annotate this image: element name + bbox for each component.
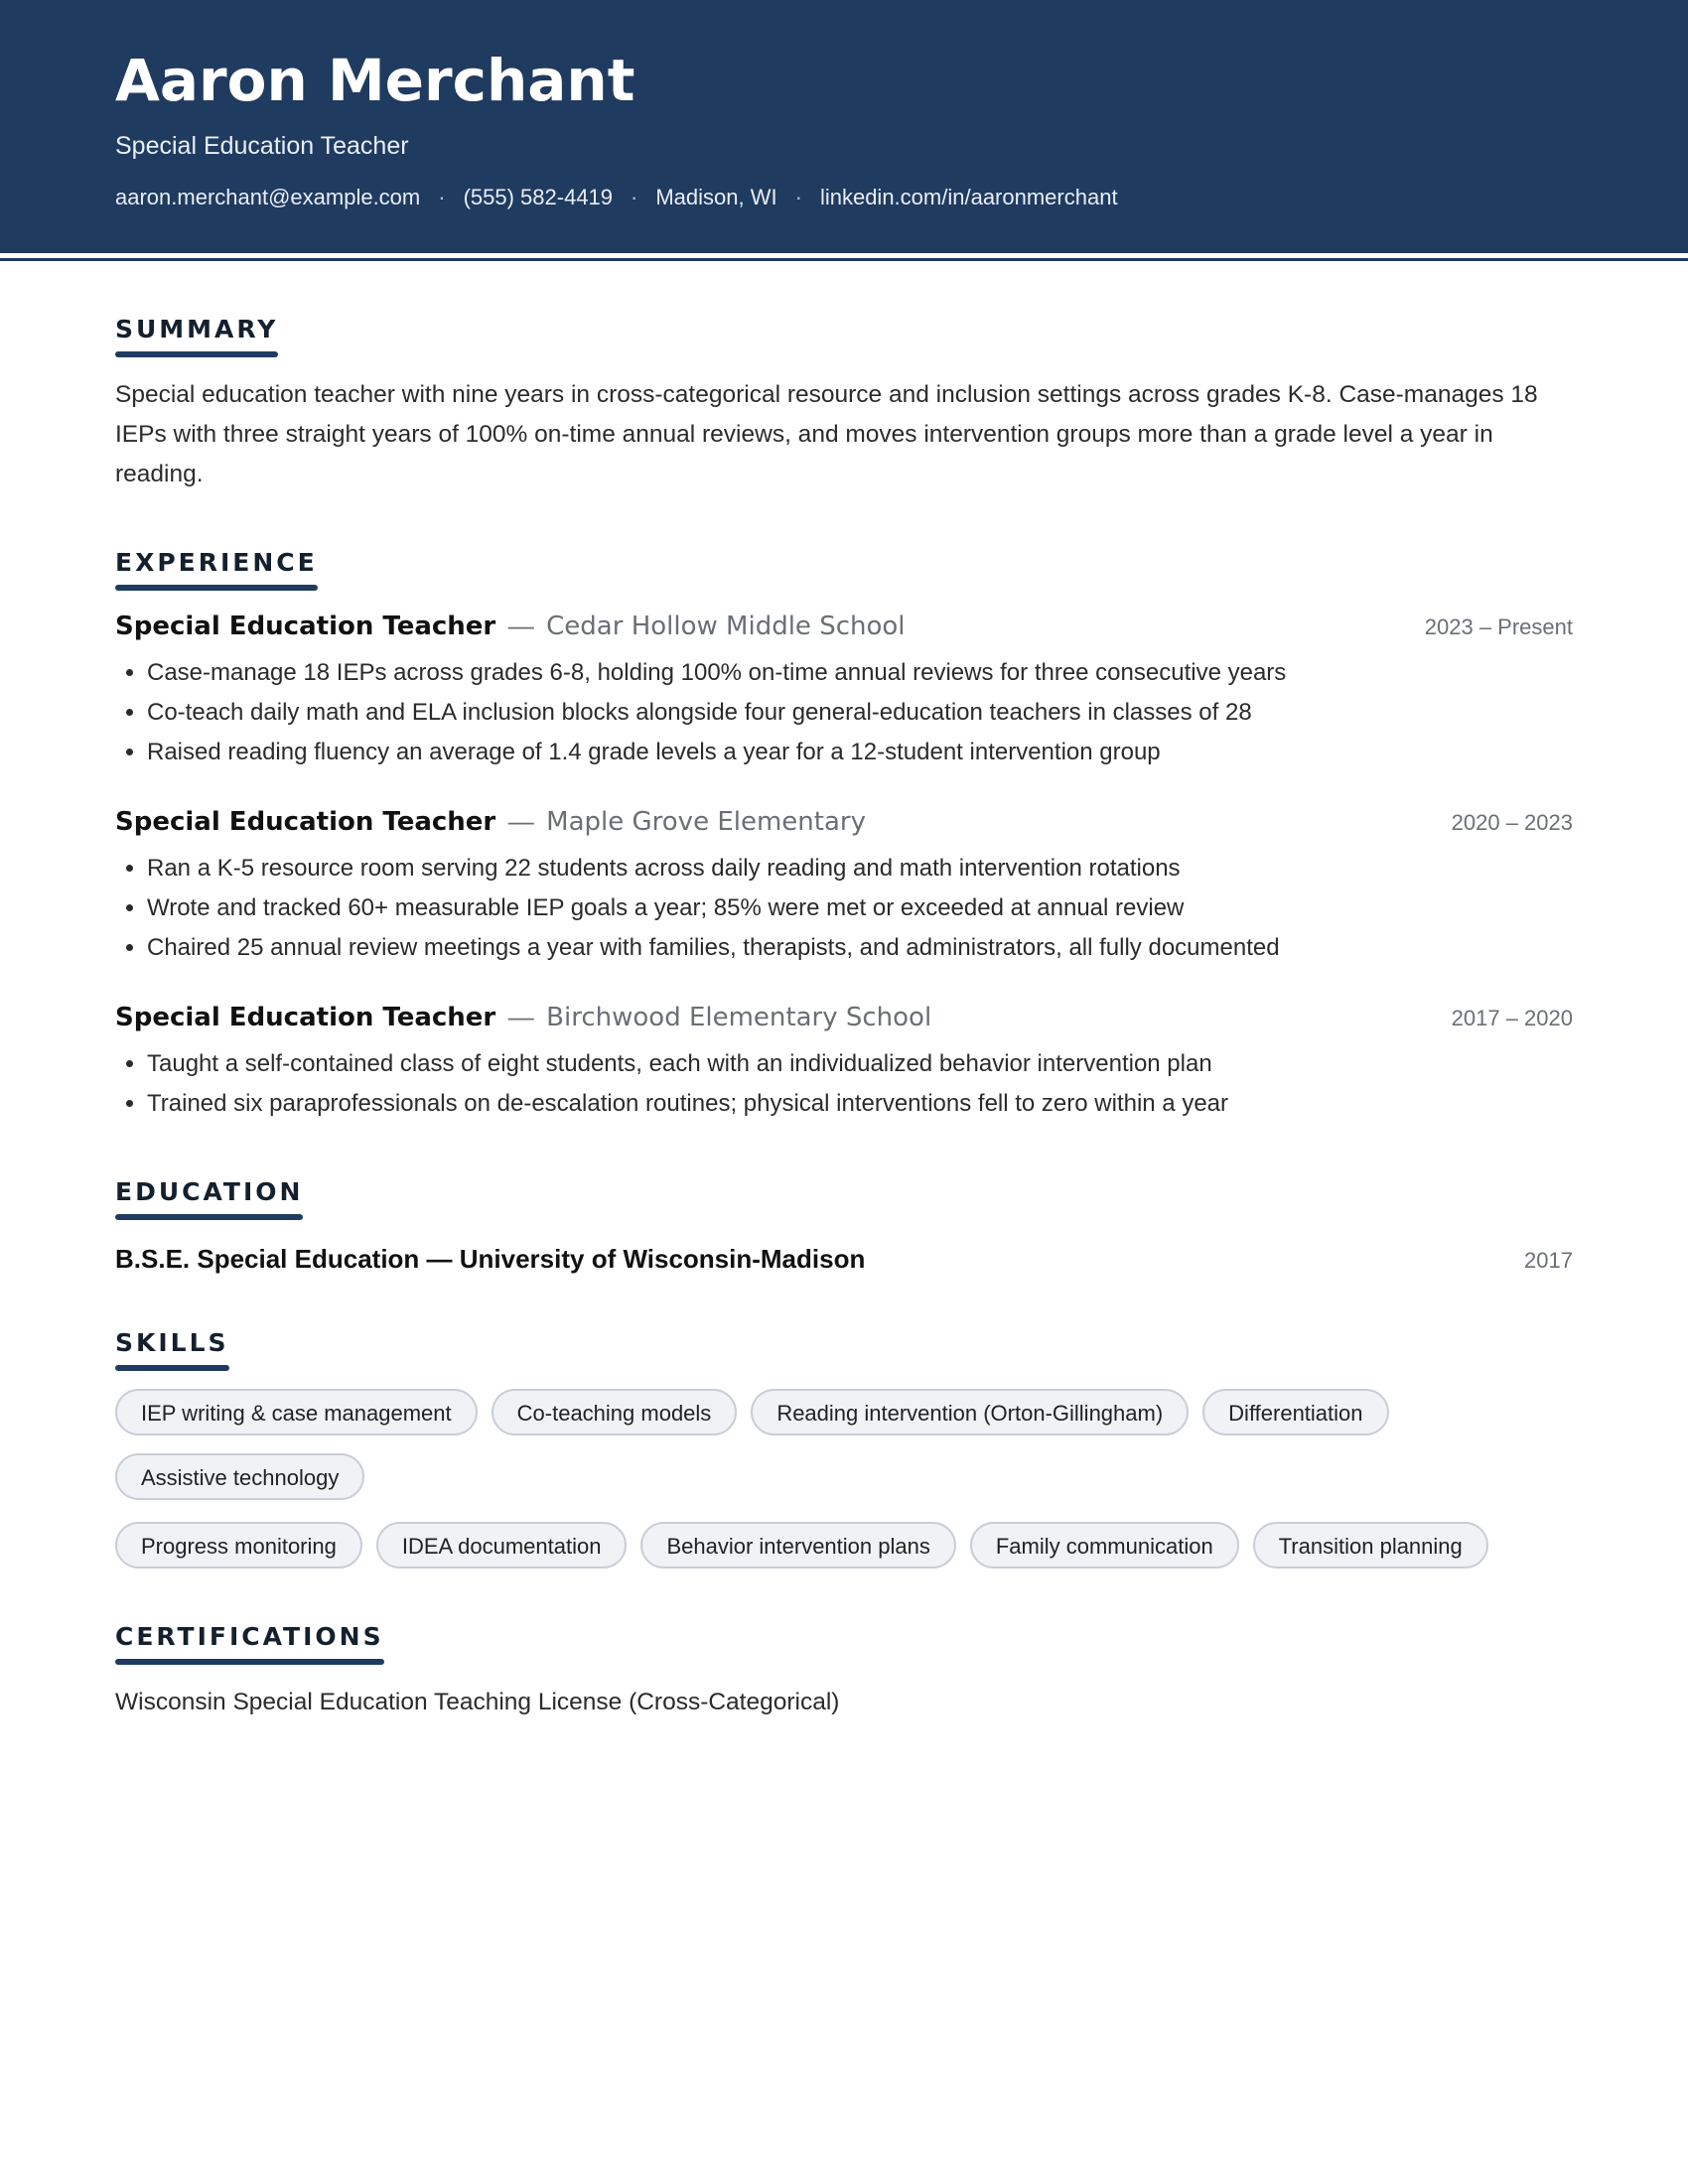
header-rule (0, 258, 1688, 261)
resume-header (0, 0, 1688, 257)
job-bullets (115, 1044, 1573, 1124)
job-entry (115, 611, 1573, 772)
job-organization: Maple Grove Elementary (546, 807, 866, 837)
job-entry (115, 806, 1573, 968)
job-bullet: • Trained six paraprofessionals on de-escalation routines; physical interventions fell to zero within a year (147, 1084, 1573, 1124)
experience-section (115, 548, 1573, 1124)
skill-chip: Behavior intervention plans (640, 1522, 955, 1569)
job-bullet: • Wrote and tracked 60+ measurable IEP goals a year; 85% were met or exceeded at annual review (147, 888, 1573, 928)
job-title: Special Education Teacher (115, 1003, 496, 1032)
job-organization: Cedar Hollow Middle School (546, 612, 906, 641)
job-bullet: • Raised reading fluency an average of 1.4 grade levels a year for a 12-student intervention group (147, 733, 1573, 772)
section-heading (115, 1177, 303, 1220)
job-organization: Birchwood Elementary School (546, 1003, 932, 1032)
heading-underline (115, 1659, 384, 1665)
education-heading: EDUCATION (115, 1177, 304, 1206)
education-year: 2017 (1524, 1248, 1573, 1273)
job-header (115, 1002, 1573, 1032)
section-heading (115, 548, 318, 591)
section-heading (115, 1622, 384, 1665)
job-dash: — (507, 806, 534, 836)
skill-chip: Family communication (970, 1522, 1239, 1569)
job-title: Special Education Teacher (115, 807, 496, 837)
experience-heading: EXPERIENCE (115, 548, 318, 577)
candidate-role: Special Education Teacher (115, 132, 409, 160)
contact-separator: · (631, 185, 638, 209)
education-entry (115, 1244, 1573, 1275)
certifications-heading: CERTIFICATIONS (115, 1622, 384, 1651)
candidate-name: Aaron Merchant (115, 47, 635, 114)
contact-phone[interactable]: (555) 582-4419 (463, 185, 614, 209)
summary-text: Special education teacher with nine years in cross-categorical resource and inclusion settings across grades K-8. Case-manages 18 IEPs with three straight years of 100% on-time annual reviews, and moves intervention groups more than a grade level a year in reading. (115, 381, 1538, 487)
education-section (115, 1177, 1573, 1275)
job-entry (115, 1002, 1573, 1124)
job-header (115, 611, 1573, 641)
summary-heading: SUMMARY (115, 315, 279, 343)
skill-chip: Transition planning (1253, 1522, 1488, 1569)
contact-separator: · (794, 185, 802, 209)
job-title-line (115, 806, 866, 837)
heading-underline (115, 1214, 303, 1220)
job-dates: 2023 – Present (1424, 614, 1573, 639)
job-bullets (115, 653, 1573, 772)
job-title: Special Education Teacher (115, 612, 496, 641)
job-bullet: • Chaired 25 annual review meetings a year with families, therapists, and administrators, all fully documented (147, 928, 1573, 968)
skills-group-secondary (115, 1522, 1573, 1586)
skills-heading: SKILLS (115, 1328, 229, 1357)
skill-chip: Reading intervention (Orton-Gillingham) (751, 1389, 1189, 1435)
job-dash: — (507, 1002, 534, 1031)
skill-chip: Differentiation (1202, 1389, 1388, 1435)
section-heading (115, 315, 278, 357)
summary-section (115, 315, 1573, 494)
education-degree: B.S.E. Special Education — University of Wisconsin-Madison (115, 1244, 866, 1274)
job-dash: — (507, 611, 534, 640)
heading-underline (115, 585, 318, 591)
job-bullets (115, 849, 1573, 968)
skill-chip: IDEA documentation (376, 1522, 628, 1569)
certifications-section (115, 1622, 1573, 1716)
section-heading (115, 1328, 229, 1371)
contact-linkedin[interactable]: linkedin.com/in/aaronmerchant (819, 185, 1118, 209)
job-bullet: • Case-manage 18 IEPs across grades 6-8, holding 100% on-time annual reviews for three consecutive years (147, 653, 1573, 693)
job-title-line (115, 611, 906, 641)
job-bullet: • Taught a self-contained class of eight students, each with an individualized behavior intervention plan (147, 1044, 1573, 1084)
resume-body (0, 315, 1688, 1716)
job-title-line (115, 1002, 931, 1032)
job-bullet: • Co-teach daily math and ELA inclusion blocks alongside four general-education teachers in classes of 28 (147, 693, 1573, 733)
contact-line (115, 185, 1573, 210)
skill-chip: Assistive technology (115, 1453, 364, 1500)
contact-email[interactable]: aaron.merchant@example.com (115, 185, 421, 209)
contact-separator: · (438, 185, 446, 209)
skills-section (115, 1328, 1573, 1586)
heading-underline (115, 351, 278, 357)
skill-chip: Co-teaching models (492, 1389, 738, 1435)
contact-location: Madison, WI (655, 185, 777, 209)
certification-item: Wisconsin Special Education Teaching License (Cross-Categorical) (115, 1689, 840, 1715)
job-header (115, 806, 1573, 837)
job-dates: 2017 – 2020 (1451, 1006, 1573, 1030)
heading-underline (115, 1365, 229, 1371)
skill-chip: IEP writing & case management (115, 1389, 478, 1435)
job-dates: 2020 – 2023 (1451, 810, 1573, 835)
job-bullet: • Ran a K-5 resource room serving 22 students across daily reading and math intervention rotations (147, 849, 1573, 888)
skill-chip: Progress monitoring (115, 1522, 362, 1569)
skills-group-primary (115, 1389, 1573, 1518)
